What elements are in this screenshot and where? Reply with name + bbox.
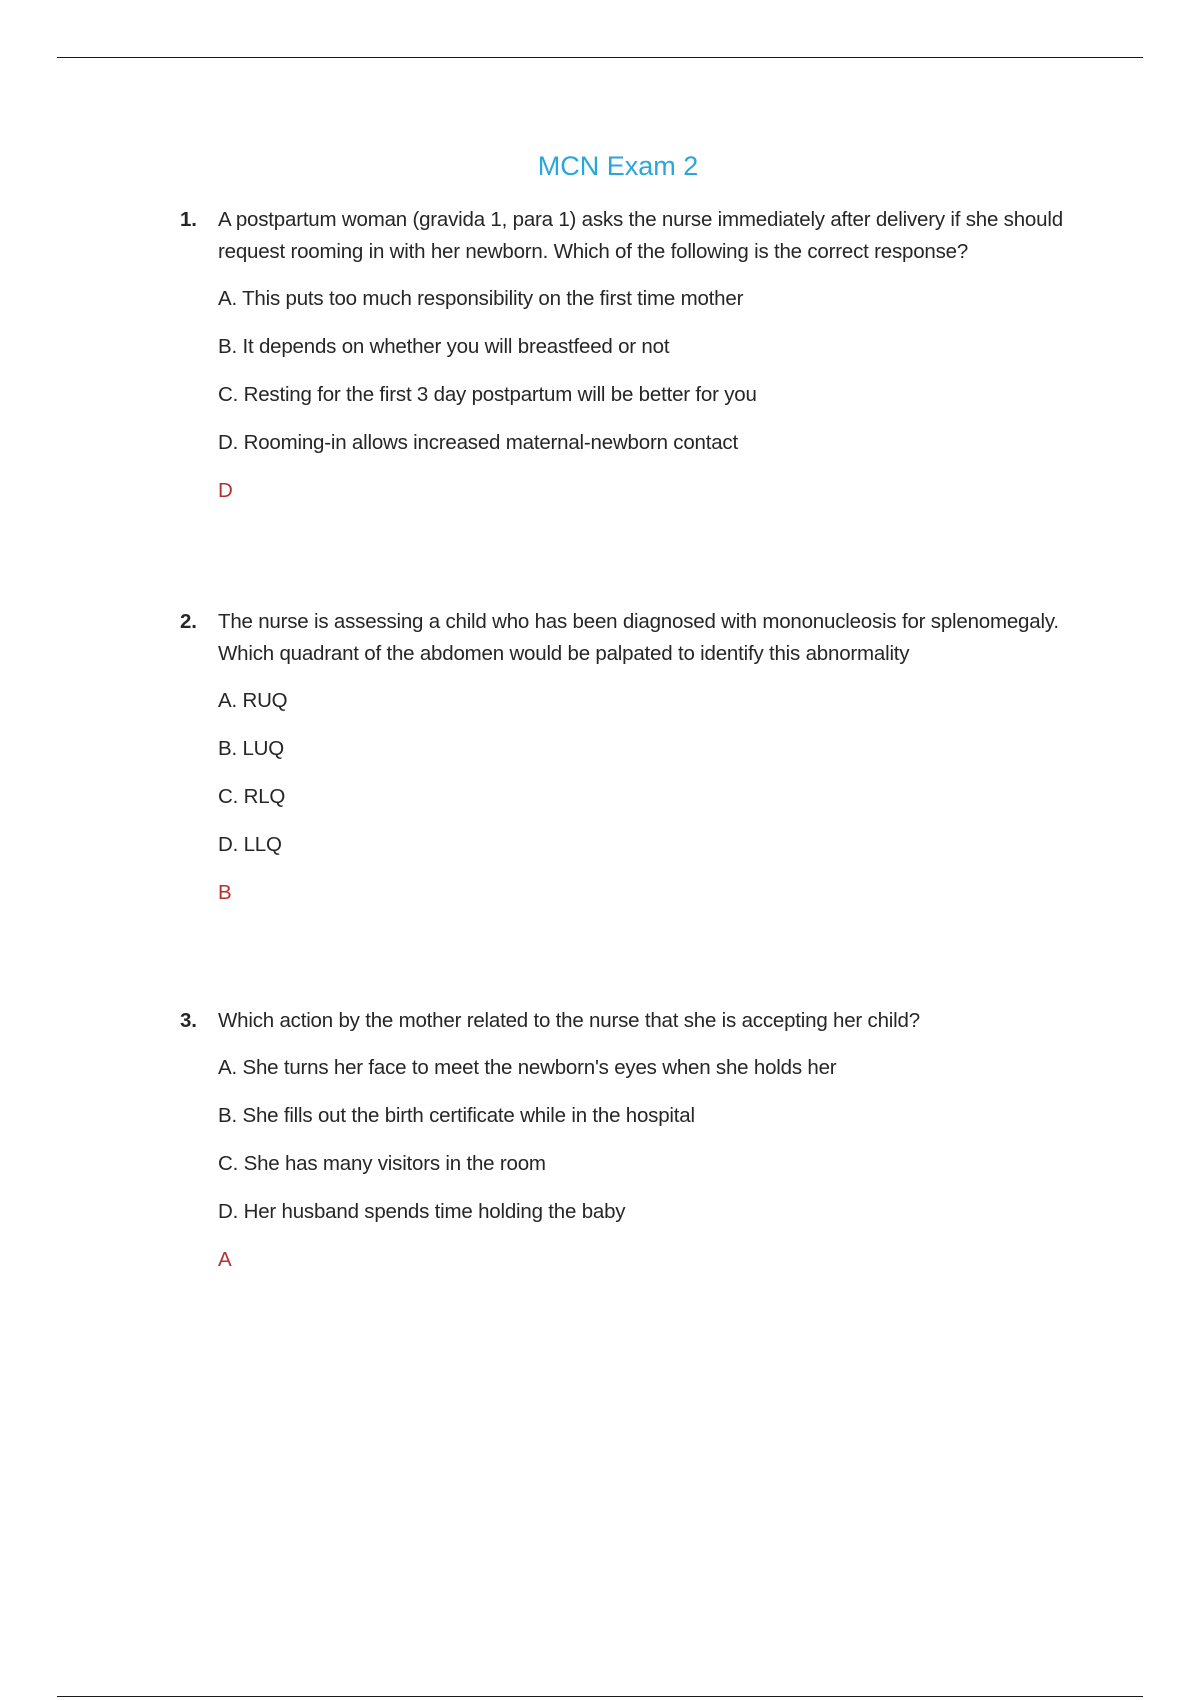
question-number: 3. <box>180 1009 197 1032</box>
footer-rule <box>57 1696 1143 1697</box>
option-list <box>180 685 1100 861</box>
question-stem <box>180 1005 1100 1037</box>
answer-key: A <box>218 1248 232 1271</box>
option-b: B. LUQ <box>218 737 285 760</box>
option-c: C. Resting for the first 3 day postpartum will be better for you <box>218 383 757 406</box>
option-list <box>180 1052 1100 1228</box>
option-d: D. LLQ <box>218 833 282 856</box>
question-text: A postpartum woman (gravida 1, para 1) asks the nurse immediately after delivery if she should request rooming in with her newborn. Which of the following is the correct response? <box>218 208 1063 263</box>
question-stem <box>180 204 1100 268</box>
option-d: D. Rooming-in allows increased maternal-newborn contact <box>218 431 738 454</box>
question-text: Which action by the mother related to the nurse that she is accepting her child? <box>218 1009 920 1032</box>
question-3 <box>180 1005 1100 1276</box>
question-number: 1. <box>180 208 197 231</box>
document-title: MCN Exam 2 <box>537 151 699 181</box>
question-2 <box>180 606 1100 909</box>
header-rule <box>57 57 1143 58</box>
question-number: 2. <box>180 610 197 633</box>
question-stem <box>180 606 1100 670</box>
option-c: C. RLQ <box>218 785 286 808</box>
option-list <box>180 283 1100 459</box>
question-text: The nurse is assessing a child who has been diagnosed with mononucleosis for splenomegaly. Which quadrant of the abdomen would be palpated to identify this abnormality <box>218 610 1059 665</box>
option-b: B. It depends on whether you will breastfeed or not <box>218 335 670 358</box>
option-a: A. RUQ <box>218 689 288 712</box>
answer-key: B <box>218 881 232 904</box>
answer-key: D <box>218 479 233 502</box>
question-1 <box>180 204 1100 507</box>
option-a: A. This puts too much responsibility on the first time mother <box>218 287 744 310</box>
option-b: B. She fills out the birth certificate while in the hospital <box>218 1104 695 1127</box>
option-d: D. Her husband spends time holding the baby <box>218 1200 626 1223</box>
option-c: C. She has many visitors in the room <box>218 1152 546 1175</box>
option-a: A. She turns her face to meet the newborn's eyes when she holds her <box>218 1056 837 1079</box>
